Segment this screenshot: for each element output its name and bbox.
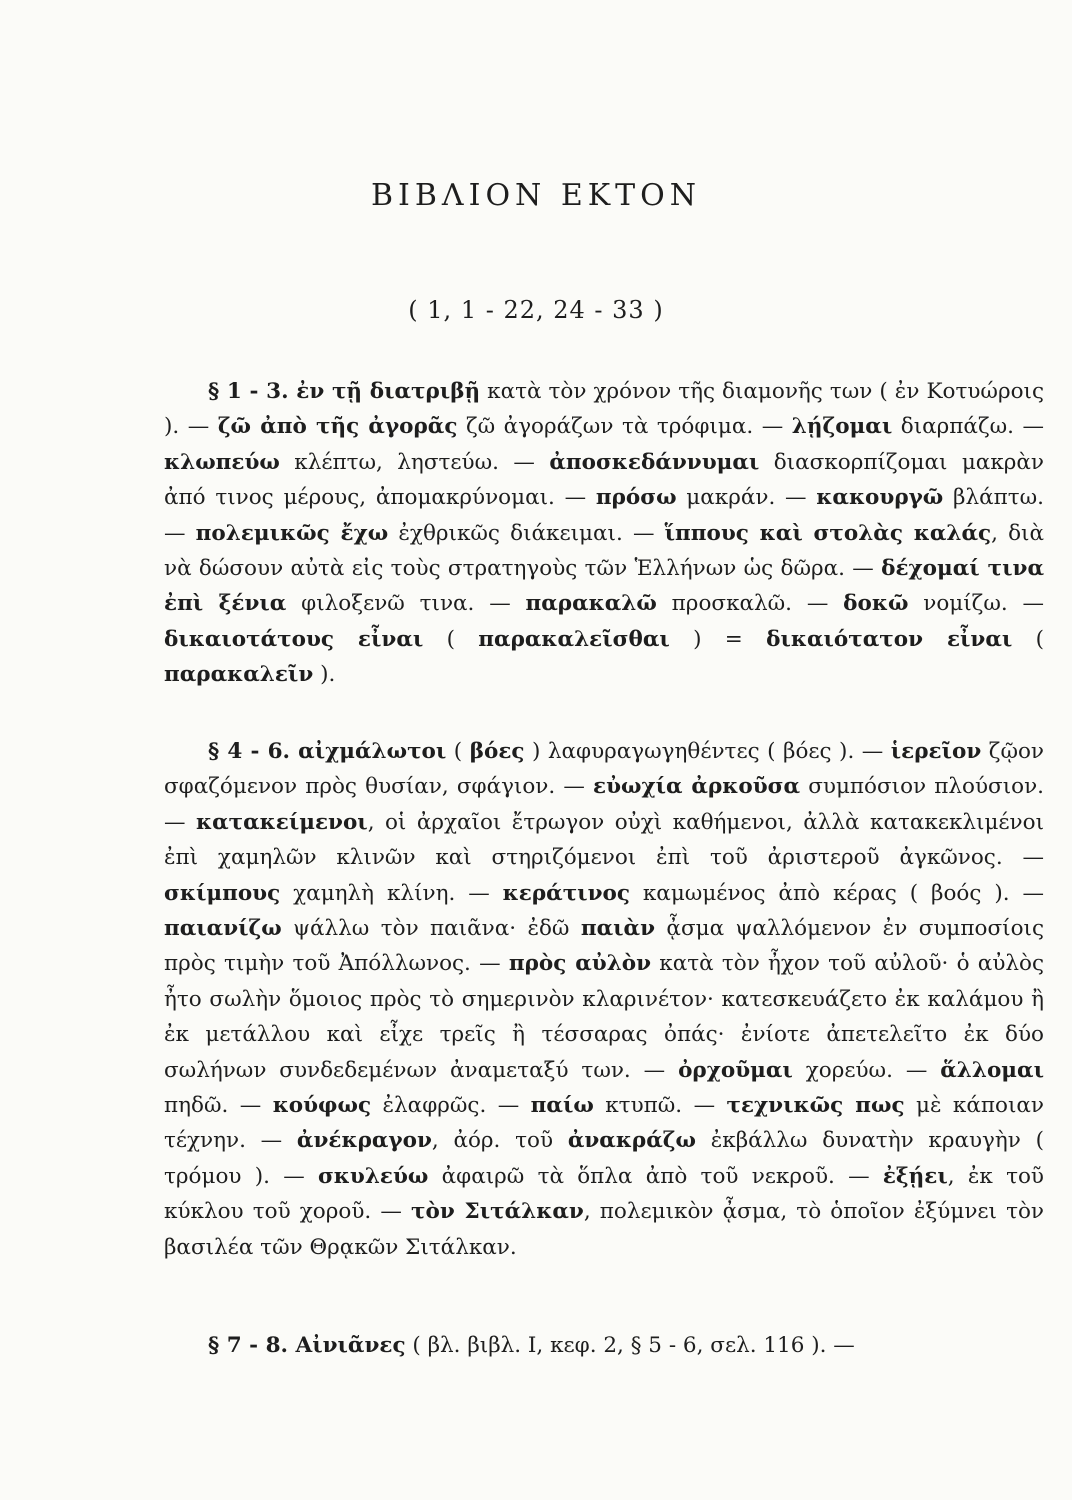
gloss-text: ζῶ ἀγοράζων τὰ τρόφιμα. — <box>457 414 792 440</box>
gloss-text: ἐχθρικῶς διάκειμαι. — <box>388 520 665 546</box>
gloss-term: δέχομαί τινα ἐπὶ ξένια <box>164 556 1044 617</box>
gloss-term: ἵππους καὶ στολὰς καλάς <box>664 520 992 546</box>
gloss-text: χαμηλὴ κλίνη. — <box>280 880 503 906</box>
gloss-text: , ἀόρ. τοῦ <box>431 1128 568 1154</box>
gloss-text: ( <box>1012 626 1044 652</box>
gloss-term: § 7 - 8. <box>208 1333 296 1358</box>
gloss-text: ) λαφυραγωγηθέντες ( βόες ). — <box>524 739 891 764</box>
gloss-text: , ἐκ τοῦ κύκλου τοῦ χοροῦ. — <box>164 1163 1045 1225</box>
glossary-section-1-3 <box>164 374 1044 693</box>
gloss-term: βόες <box>469 739 525 764</box>
gloss-text: ( βλ. βιβλ. I, κεφ. 2, § 5 - 6, σελ. 116 ). — <box>405 1333 855 1358</box>
gloss-term: παρακαλῶ <box>525 591 657 617</box>
gloss-text: ᾆσμα ψαλλόμενον ἐν συμποσίοις πρὸς τιμὴν τοῦ Ἀπόλλωνος. — <box>164 916 1045 977</box>
book-title: ΒΙΒΛΙΟΝ ΕΚΤΟΝ <box>370 178 701 213</box>
gloss-text: , πολεμικὸν ᾆσμα, τὸ ὁποῖον ἐξύμνει τὸν βασιλέα τῶν Θρᾳκῶν Σιτάλκαν. <box>164 1199 1045 1260</box>
gloss-term: ἐξῄει <box>882 1163 948 1189</box>
gloss-term: κατακείμενοι <box>195 809 368 835</box>
gloss-text: διαρπάζω. — <box>892 414 1045 440</box>
gloss-text: ἀφαιρῶ τὰ ὅπλα ἀπὸ τοῦ νεκροῦ. — <box>428 1163 883 1189</box>
glossary-section-7-8 <box>164 1328 1044 1363</box>
gloss-term: σκίμπους <box>164 880 281 906</box>
gloss-text: ψάλλω τὸν παιᾶνα· ἐδῶ <box>281 916 581 942</box>
gloss-text: ). <box>313 662 336 688</box>
gloss-text: φιλοξενῶ τινα. — <box>286 591 526 617</box>
gloss-text: μακράν. — <box>676 485 817 511</box>
gloss-term: § 4 - 6. <box>208 739 299 764</box>
gloss-term: σκυλεύω <box>317 1163 429 1189</box>
gloss-term: πρόσω <box>595 485 677 511</box>
gloss-text: ( <box>446 739 470 764</box>
gloss-text: χορεύω. — <box>792 1057 941 1083</box>
gloss-term: κεράτινος <box>502 880 630 906</box>
gloss-text: ἐκβάλλω δυνατὴν κραυγὴν ( τρόμου ). — <box>164 1128 1044 1189</box>
gloss-term: πρὸς αὐλὸν <box>508 951 652 977</box>
gloss-term: κακουργῶ <box>816 485 944 511</box>
gloss-text: προσκαλῶ. — <box>656 591 844 617</box>
gloss-text: , οἱ ἀρχαῖοι ἔτρωγον οὐχὶ καθήμενοι, ἀλλὰ κατακεκλιμένοι ἐπὶ χαμηλῶν κλινῶν καὶ στηριζόμενοι ἐπὶ τοῦ ἀριστεροῦ ἀγκῶνος. — <box>164 809 1045 871</box>
gloss-term: παιανίζω <box>164 916 282 942</box>
gloss-term: κλωπεύω <box>164 449 280 475</box>
gloss-text: συμπόσιον πλούσιον. — <box>164 774 1044 835</box>
gloss-term: πολεμικῶς ἔχω <box>195 520 389 546</box>
gloss-term: ἅλλομαι <box>940 1057 1044 1083</box>
gloss-text: βλάπτω. — <box>164 485 1044 546</box>
gloss-text: κλέπτω, ληστεύω. — <box>279 449 550 475</box>
gloss-term: ἀνακράζω <box>567 1128 696 1154</box>
glossary-section-4-6 <box>164 734 1044 1265</box>
gloss-term: ἱερεῖον <box>890 739 982 764</box>
gloss-term: δικαιοτάτους εἶναι <box>164 626 424 652</box>
gloss-term: ὀρχοῦμαι <box>678 1057 793 1083</box>
gloss-text: μὲ κάποιαν τέχνην. — <box>164 1093 1044 1154</box>
gloss-term: εὐωχία ἀρκοῦσα <box>593 774 801 800</box>
gloss-term: αἰχμάλωτοι <box>298 739 447 764</box>
gloss-term: τεχνικῶς πως <box>726 1093 905 1119</box>
chapter-range: ( 1, 1 - 22, 24 - 33 ) <box>408 296 664 324</box>
gloss-term: ἀνέκραγον <box>296 1128 432 1154</box>
gloss-term: λῄζομαι <box>791 414 893 440</box>
gloss-term: παίω <box>530 1093 594 1119</box>
gloss-term: Αἰνιᾶνες <box>295 1333 406 1358</box>
gloss-term: ἀποσκεδάννυμαι <box>549 449 760 475</box>
gloss-text: κατὰ τὸν χρόνον τῆς διαμονῆς των ( ἐν Κοτυώροις ). — <box>164 379 1045 440</box>
gloss-term: § 1 - 3. <box>208 379 297 404</box>
gloss-text: κατὰ τὸν ἦχον τοῦ αὐλοῦ· ὁ αὐλὸς ἦτο σωλὴν ὅμοιος πρὸς τὸ σημερινὸν κλαρινέτον· κατεσκευάζετο ἐκ καλάμου ἢ ἐκ μετάλλου καὶ εἶχε τρεῖς ἢ τέσσαρας ὀπάς· ἐνίοτε ἀπετελεῖτο ἐκ δύο σωλήνων συνδεδεμένων ἀναμεταξύ των. — <box>164 951 1044 1083</box>
gloss-text: ζῷον σφαζόμενον πρὸς θυσίαν, σφάγιον. — <box>164 739 1044 800</box>
gloss-term: δικαιότατον εἶναι <box>766 626 1013 652</box>
gloss-term: ἐν τῇ διατριβῇ <box>296 379 481 404</box>
gloss-term: τὸν Σιτάλκαν <box>411 1199 584 1225</box>
gloss-term: ζῶ ἀπὸ τῆς ἀγορᾶς <box>217 414 458 440</box>
gloss-term: κούφως <box>272 1093 372 1119</box>
gloss-term: παρακαλεῖσθαι <box>478 626 670 652</box>
gloss-text: ἐλαφρῶς. — <box>371 1093 531 1119</box>
gloss-text: διασκορπίζομαι μακρὰν ἀπό τινος μέρους, ἀπομακρύνομαι. — <box>164 449 1044 511</box>
gloss-term: παρακαλεῖν <box>164 662 314 688</box>
gloss-text: , διὰ νὰ δώσουν αὐτὰ εἰς τοὺς στρατηγοὺς τῶν Ἑλλήνων ὡς δῶρα. — <box>164 520 1044 582</box>
gloss-text: νομίζω. — <box>908 591 1045 617</box>
gloss-text: ( <box>423 626 479 652</box>
gloss-text: κτυπῶ. — <box>593 1093 727 1119</box>
gloss-text: ) = <box>669 626 767 652</box>
gloss-term: δοκῶ <box>843 591 909 617</box>
gloss-term: παιὰν <box>580 916 656 942</box>
gloss-text: καμωμένος ἀπὸ κέρας ( βοός ). — <box>629 880 1044 906</box>
gloss-text: πηδῶ. — <box>164 1093 273 1119</box>
